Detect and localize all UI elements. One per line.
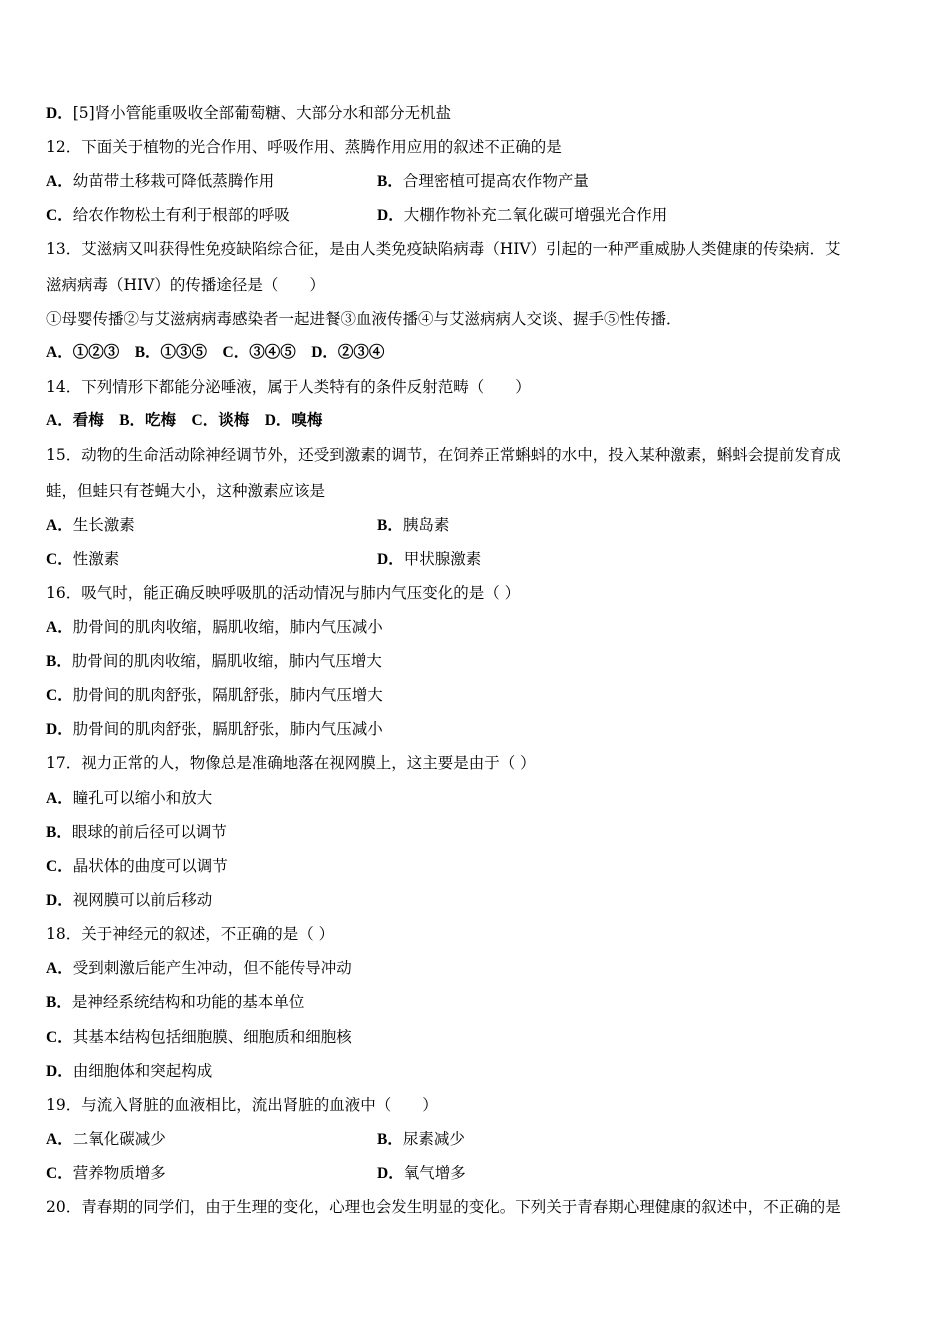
- q13-items: ①母婴传播②与艾滋病病毒感染者一起进餐③血液传播④与艾滋病病人交谈、握手⑤性传播．: [46, 310, 682, 328]
- q18-option-a: [46, 958, 352, 979]
- q15-option-a: [46, 515, 135, 536]
- q14-stem: 14．下列情形下都能分泌唾液，属于人类特有的条件反射范畴（ ）: [46, 378, 531, 396]
- option-label: A．: [46, 173, 73, 190]
- option-label: A．: [46, 1131, 73, 1148]
- option-text: 晶状体的曲度可以调节: [72, 857, 228, 875]
- q12-option-c: [46, 205, 290, 226]
- option-text: 瞳孔可以缩小和放大: [72, 789, 213, 807]
- option-text: 性激素: [72, 550, 120, 568]
- q15-option-b: [377, 515, 449, 536]
- option-label: D．: [377, 1165, 404, 1182]
- q17-option-d: [46, 890, 212, 911]
- option-label: C．: [46, 1165, 73, 1182]
- option-text: 肋骨间的肌肉舒张，膈肌舒张，肺内气压减小: [72, 720, 383, 738]
- option-label: B．: [377, 1131, 403, 1148]
- q13-stem-line-2: 滋病病毒（HIV）的传播途径是（ ）: [46, 276, 325, 294]
- q19-option-a: [46, 1129, 166, 1150]
- option-label: B．: [377, 517, 403, 534]
- q16-option-c: [46, 685, 383, 706]
- option-text: 合理密植可提高农作物产量: [402, 172, 589, 190]
- q17-stem: 17．视力正常的人，物像总是准确地落在视网膜上，这主要是由于（ ）: [46, 754, 536, 772]
- option-text: [5]肾小管能重吸收全部葡萄糖、大部分水和部分无机盐: [72, 104, 452, 122]
- q16-stem: 16．吸气时，能正确反映呼吸肌的活动情况与肺内气压变化的是（ ）: [46, 584, 521, 602]
- option-text: 甲状腺激素: [403, 550, 482, 568]
- option-text: 肋骨间的肌肉舒张，隔肌舒张，肺内气压增大: [72, 686, 383, 704]
- option-text: 其基本结构包括细胞膜、细胞质和细胞核: [72, 1028, 352, 1046]
- option-label: C．: [46, 687, 73, 704]
- option-text: 营养物质增多: [72, 1164, 166, 1182]
- q11-option-d: [46, 103, 451, 124]
- option-text: 幼苗带土移栽可降低蒸腾作用: [72, 172, 275, 190]
- q16-option-d: [46, 719, 383, 740]
- q15-option-c: [46, 549, 119, 570]
- option-text: 是神经系统结构和功能的基本单位: [71, 993, 305, 1011]
- option-text: 视网膜可以前后移动: [72, 891, 213, 909]
- q13-stem-line-1: 13．艾滋病又叫获得性免疫缺陷综合征，是由人类免疫缺陷病毒（HIV）引起的一种严重威胁人类健康的传染病．艾: [46, 240, 841, 258]
- q12-option-d: [377, 205, 667, 226]
- option-text: 二氧化碳减少: [72, 1130, 166, 1148]
- option-label: C．: [46, 858, 73, 875]
- option-label: B．: [46, 653, 72, 670]
- option-label: A．: [46, 960, 73, 977]
- q17-option-c: [46, 856, 228, 877]
- option-text: 胰岛素: [402, 516, 450, 534]
- q18-stem: 18．关于神经元的叙述，不正确的是（ ）: [46, 925, 335, 943]
- option-label: D．: [46, 721, 73, 738]
- q17-option-b: [46, 822, 227, 843]
- q17-option-a: [46, 788, 212, 809]
- q19-stem: 19．与流入肾脏的血液相比，流出肾脏的血液中（ ）: [46, 1096, 438, 1114]
- q12-stem: 12．下面关于植物的光合作用、呼吸作用、蒸腾作用应用的叙述不正确的是: [46, 138, 562, 156]
- q19-option-c: [46, 1163, 166, 1184]
- option-label: D．: [377, 207, 404, 224]
- q16-option-a: [46, 617, 383, 638]
- option-text: 给农作物松土有利于根部的呼吸: [72, 206, 290, 224]
- q19-option-d: [377, 1163, 466, 1184]
- q13-options: A．①②③ B．①③⑤ C．③④⑤ D．②③④: [46, 344, 385, 361]
- option-text: 生长激素: [72, 516, 135, 534]
- option-label: B．: [46, 994, 72, 1011]
- option-label: D．: [46, 1063, 73, 1080]
- option-label: C．: [46, 1029, 73, 1046]
- q15-stem-line-1: 15．动物的生命活动除神经调节外，还受到激素的调节，在饲养正常蝌蚪的水中，投入某种激素，蝌蚪会提前发育成: [46, 446, 841, 464]
- option-label: D．: [377, 551, 404, 568]
- option-text: 尿素减少: [402, 1130, 465, 1148]
- q12-option-a: [46, 171, 274, 192]
- q12-option-b: [377, 171, 589, 192]
- q18-option-b: [46, 992, 304, 1013]
- option-text: 肋骨间的肌肉收缩，膈肌收缩，肺内气压减小: [72, 618, 383, 636]
- q19-option-b: [377, 1129, 465, 1150]
- option-label: A．: [46, 619, 73, 636]
- q20-stem: 20．青春期的同学们，由于生理的变化，心理也会发生明显的变化。下列关于青春期心理健康的叙述中，不正确的是: [46, 1198, 841, 1216]
- option-text: 由细胞体和突起构成: [72, 1062, 213, 1080]
- q15-stem-line-2: 蛙，但蛙只有苍蝇大小，这种激素应该是: [46, 482, 326, 500]
- q14-options: A．看梅 B．吃梅 C．谈梅 D．嗅梅: [46, 412, 323, 429]
- option-label: C．: [46, 551, 73, 568]
- option-label: D．: [46, 105, 73, 122]
- option-text: 大棚作物补充二氧化碳可增强光合作用: [403, 206, 668, 224]
- option-text: 眼球的前后径可以调节: [71, 823, 227, 841]
- option-text: 受到刺激后能产生冲动，但不能传导冲动: [72, 959, 352, 977]
- q15-option-d: [377, 549, 481, 570]
- q18-option-d: [46, 1061, 212, 1082]
- option-label: B．: [377, 173, 403, 190]
- option-label: A．: [46, 517, 73, 534]
- option-label: B．: [46, 824, 72, 841]
- option-text: 肋骨间的肌肉收缩，膈肌收缩，肺内气压增大: [71, 652, 382, 670]
- q18-option-c: [46, 1027, 352, 1048]
- option-label: D．: [46, 892, 73, 909]
- option-label: C．: [46, 207, 73, 224]
- option-text: 氧气增多: [403, 1164, 466, 1182]
- option-label: A．: [46, 790, 73, 807]
- q16-option-b: [46, 651, 382, 672]
